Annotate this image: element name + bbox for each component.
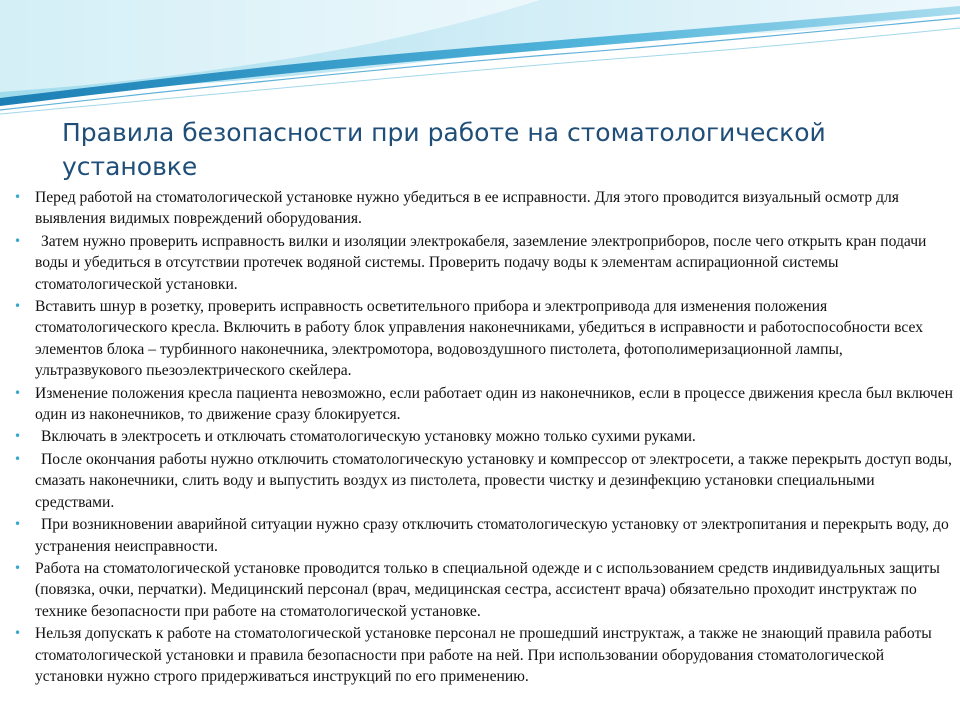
bullet-icon: • bbox=[14, 385, 22, 400]
list-item-text: Затем нужно проверить исправность вилки и изоляции электрокабеля, заземление электроприборов, после чего открыть кран подачи воды и убедиться в отсутствии протечек водяной системы. Проверить подачу воды к элементам аспирационной системы стоматологической установки. bbox=[35, 232, 927, 293]
list-item-text: Перед работой на стоматологической установке нужно убедиться в ее исправности. Для этого проводится визуальный осмотр для выявления видимых повреждений оборудования. bbox=[35, 189, 899, 228]
list-item-text: Вставить шнур в розетку, проверить исправность осветительного прибора и электропривода для изменения положения стоматологического кресла. Включить в работу блок управления наконечниками, убедиться в исправности и работоспособности всех элементов блока – турбинного наконечника, электромотора, водовоздушного пистолета, фотополимеризационной лампы, ультразвукового пьезоэлектрического скейлера. bbox=[35, 298, 924, 380]
decorative-wave-header bbox=[0, 0, 960, 120]
bullet-icon: • bbox=[14, 626, 22, 641]
list-item bbox=[14, 231, 954, 295]
bullet-icon: • bbox=[14, 233, 22, 248]
list-item bbox=[14, 623, 954, 687]
bullet-icon: • bbox=[14, 451, 22, 466]
list-item bbox=[14, 383, 954, 426]
list-item bbox=[14, 449, 954, 513]
list-item bbox=[14, 187, 954, 230]
list-item bbox=[14, 514, 954, 557]
slide-title: Правила безопасности при работе на стоматологической установке bbox=[62, 118, 826, 181]
bullet-icon: • bbox=[14, 190, 22, 204]
bullet-icon: • bbox=[14, 560, 22, 575]
list-item bbox=[14, 296, 954, 382]
bullet-icon: • bbox=[14, 299, 22, 314]
bullet-list bbox=[14, 187, 954, 688]
bullet-icon: • bbox=[14, 429, 22, 444]
list-item-text: При возникновении аварийной ситуации нужно сразу отключить стоматологическую установку от электропитания и перекрыть воду, до устранения неисправности. bbox=[35, 516, 949, 555]
list-item-text: Нельзя допускать к работе на стоматологической установке персонал не прошедший инструктаж, а также не знающий правила работы стоматологической установки и правила безопасности при работе на ней. При использовании оборудования стоматологической установки нужно строго придерживаться инструкций по его применению. bbox=[35, 625, 932, 685]
list-item-text: Включать в электросеть и отключать стоматологическую установку можно только сухими руками. bbox=[41, 428, 696, 446]
list-item bbox=[14, 558, 954, 622]
list-item bbox=[14, 426, 954, 447]
list-item-text: Работа на стоматологической установке проводится только в специальной одежде и с использованием средств индивидуальных защиты (повязка, очки, перчатки). Медицинский персонал (врач, медицинская сестра, ассистент врача) обязательно проходит инструктаж по технике безопасности при работе на стоматологической установке. bbox=[35, 559, 940, 620]
list-item-text: Изменение положения кресла пациента невозможно, если работает один из наконечников, если в процессе движения кресла был включен один из наконечников, то движение сразу блокируется. bbox=[35, 384, 954, 424]
list-item-text: После окончания работы нужно отключить стоматологическую установку и компрессор от электросети, а также перекрыть доступ воды, смазать наконечники, слить воду и выпустить воздух из пистолета, провести чистку и дезинфекцию установки специальными средствами. bbox=[35, 450, 952, 511]
bullet-icon: • bbox=[14, 517, 22, 532]
